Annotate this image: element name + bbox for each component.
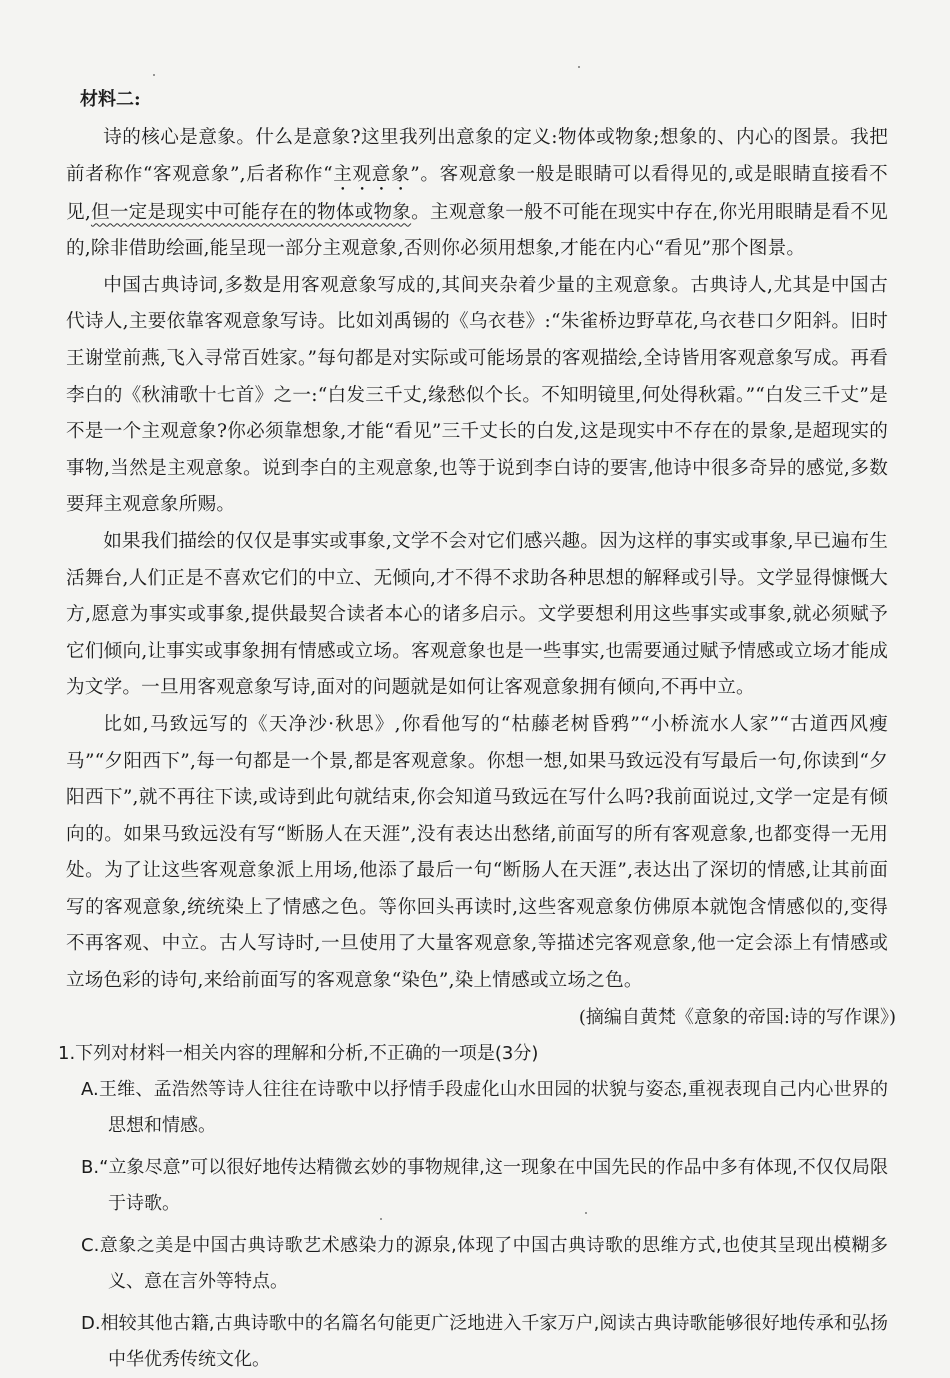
material-body xyxy=(66,120,888,1000)
wavy-underlined-phrase: 但一定是现实中可能存在的物体或物象 xyxy=(90,201,412,223)
para-3-text: 如果我们描绘的仅仅是事实或事象,文学不会对它们感兴趣。因为这样的事实或事象,早已遍布生活舞台,人们正是不喜欢它们的中立、无倾向,才不得不求助各种思想的解释或引导。文学显得慷慨大方,愿意为事实或事象,提供最契合读者本心的诸多启示。文学要想利用这些事实或事象,就必须赋予它们倾向,让事实或事象拥有情感或立场。客观意象也是一些事实,也需要通过赋予情感或立场才能成为文学。一旦用客观意象写诗,面对的问题就是如何让客观意象拥有倾向,不再中立。 xyxy=(66,530,888,699)
option-a: A.王维、孟浩然等诗人往往在诗歌中以抒情手段虚化山水田园的状貌与姿态,重视表现自己内心世界的思想和情感。 xyxy=(81,1078,888,1136)
para-1-text: ”。客观意象一般是眼睛可以看得见的,或是眼睛直接看不见, xyxy=(66,163,888,223)
para-1-text: 。主观意象一般不可能在现实中存在,你光用眼睛是看不见的,除非借助绘画,能呈现一部分主观意象,否则你必须用想象,才能在内心“看见”那个图景。 xyxy=(66,201,889,260)
scan-speck xyxy=(153,74,155,76)
para-4-text: 比如,马致远写的《天净沙·秋思》,你看他写的“枯藤老树昏鸦”“小桥流水人家”“古道西风瘦马”“夕阳西下”,每一句都是一个景,都是客观意象。你想一想,如果马致远没有写最后一句,你读到“夕阳西下”,就不再往下读,或诗到此句就结束,你会知道马致远在写什么吗?我前面说过,文学一定是有倾向的。如果马致远没有写“断肠人在天涯”,没有表达出愁绪,前面写的所有客观意象,也都变得一无用处。为了让这些客观意象派上用场,他添了最后一句“断肠人在天涯”,表达出了深切的情感,让其前面写的客观意象,统统染上了情感之色。等你回头再读时,这些客观意象仿佛原本就饱含情感似的,变得不再客观、中立。古人写诗时,一旦使用了大量客观意象,等描述完客观意象,他一定会添上有情感或立场色彩的诗句,来给前面写的客观意象“染色”,染上情感或立场之色。 xyxy=(66,713,888,992)
option-d: D.相较其他古籍,古典诗歌中的名篇名句能更广泛地进入千家万户,阅读古典诗歌能够很好地传承和弘扬中华优秀传统文化。 xyxy=(81,1312,888,1370)
material-heading: 材料二: xyxy=(80,89,141,110)
material-paragraph-3 xyxy=(66,524,888,707)
material-paragraph-1 xyxy=(66,120,888,268)
option-c: C.意象之美是中国古典诗歌艺术感染力的源泉,体现了中国古典诗歌的思维方式,也使其呈现出模糊多义、意在言外等特点。 xyxy=(81,1234,888,1292)
material-paragraph-4 xyxy=(66,707,888,1000)
scan-speck xyxy=(585,1212,587,1214)
option-b: B.“立象尽意”可以很好地传达精微玄妙的事物规律,这一现象在中国先民的作品中多有体现,不仅仅局限于诗歌。 xyxy=(81,1156,888,1214)
para-1-text: 诗的核心是意象。什么是意象?这里我列出意象的定义:物体或物象;想象的、内心的图景。我把前者称作“客观意象”,后者称作“ xyxy=(66,127,888,185)
source-citation: (摘编自黄梵《意象的帝国:诗的写作课》) xyxy=(578,1006,896,1028)
question-stem: 1.下列对材料一相关内容的理解和分析,不正确的一项是(3分) xyxy=(58,1042,539,1064)
scan-speck xyxy=(380,1218,382,1220)
scan-speck xyxy=(578,66,580,68)
emphasized-term: 主观意象 xyxy=(332,163,411,185)
para-2-text: 中国古典诗词,多数是用客观意象写成的,其间夹杂着少量的主观意象。古典诗人,尤其是中国古代诗人,主要依靠客观意象写诗。比如刘禹锡的《乌衣巷》:“朱雀桥边野草花,乌衣巷口夕阳斜。旧时王谢堂前燕,飞入寻常百姓家。”每句都是对实际或可能场景的客观描绘,全诗皆用客观意象写成。再看李白的《秋浦歌十七首》之一:“白发三千丈,缘愁似个长。不知明镜里,何处得秋霜。”“白发三千丈”是不是一个主观意象?你必须靠想象,才能“看见”三千丈长的白发,这是现实中不存在的景象,是超现实的事物,当然是主观意象。说到李白的主观意象,也等于说到李白诗的要害,他诗中很多奇异的感觉,多数要拜主观意象所赐。 xyxy=(66,274,888,516)
material-paragraph-2 xyxy=(66,268,888,524)
